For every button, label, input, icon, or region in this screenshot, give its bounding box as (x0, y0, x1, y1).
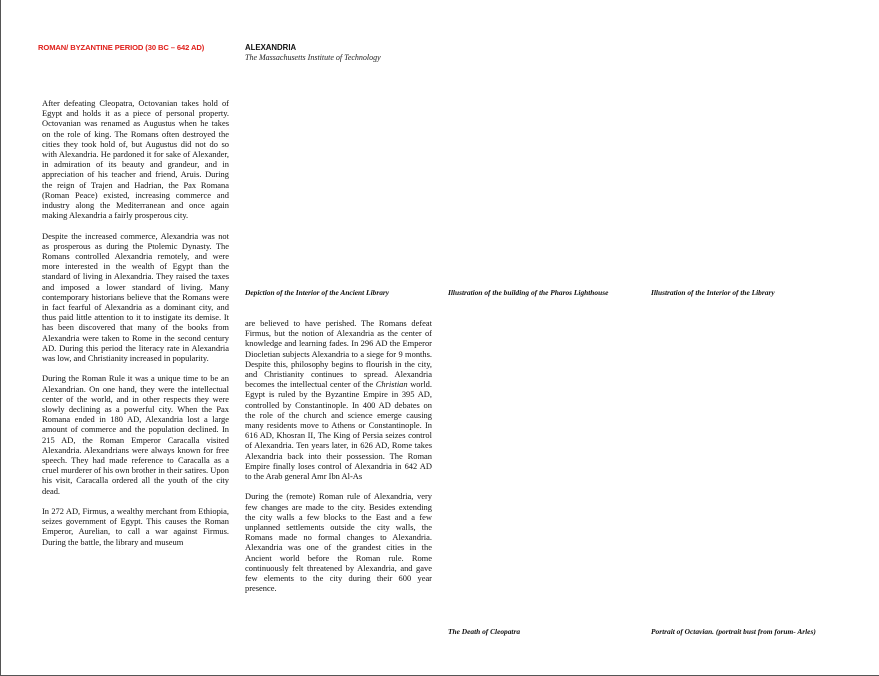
page-subtitle: The Massachusetts Institute of Technology (245, 53, 381, 62)
caption-pharos-lighthouse: Illustration of the building of the Pharos Lighthouse (448, 288, 609, 297)
caption-portrait-octavian: Portrait of Octavian. (portrait bust from forum- Arles) (651, 627, 816, 636)
paragraph: During the (remote) Roman rule of Alexandria, very few changes are made to the city. Besides extending the city walls a few blocks to the East and a few unplanned settlements outside the city walls, the Romans made no formal changes to Alexandria. Alexandria was one of the grandest cities in the Ancient world before the Roman rule. Rome continuously felt threatened by Alexandria, and gave few elements to the city during their 600 year presence. (245, 491, 432, 594)
caption-library-illustration: Illustration of the Interior of the Library (651, 288, 775, 297)
paragraph-text: are believed to have perished. The Romans defeat Firmus, but the notion of Alexandria as the center of knowledge and learning fades. In 296 AD the Emperor Diocletian subjects Alexandria to a siege for 9 months. Despite this, philosophy begins to flourish in the city, and Christianity continues to spread. Alexandria becomes the intellectual center of the (245, 318, 432, 390)
text-column-middle (245, 318, 432, 604)
paragraph: In 272 AD, Firmus, a wealthy merchant from Ethiopia, seizes government of Egypt. This causes the Roman Emperor, Aurelian, to call a war against Firmus. During the battle, the library and museum (42, 506, 229, 547)
emphasis-text: Christian (375, 379, 408, 390)
paragraph: During the Roman Rule it was a unique time to be an Alexandrian. On one hand, they were the intellectual center of the world, and in other respects they were slowly declining as a powerful city. When the Pax Romana ended in 180 AD, Alexandria lost a large amount of commerce and the population declined. In 215 AD, the Roman Emperor Caracalla visited Alexandria. Alexandrians were always known for free speech. They had made reference to Caracalla as a cruel murderer of his own brother in their satires. Upon his visit, Caracalla ordered all the youth of the city dead. (42, 373, 229, 496)
paragraph (245, 318, 432, 481)
caption-library-interior: Depiction of the Interior of the Ancient Library (245, 288, 390, 297)
section-label: ROMAN/ BYZANTINE PERIOD (30 BC – 642 AD) (38, 43, 205, 52)
paragraph: After defeating Cleopatra, Octovanian takes hold of Egypt and holds it as a piece of personal property. Octovanian was renamed as Augustus when he takes on the role of king. The Romans often destroyed the cities they took hold of, but Augustus did not do so with Alexandria. He pardoned it for sake of Alexander, in admiration of its beauty and grandeur, and in appreciation of his teacher and friend, Aruis. During the reign of Trajen and Hadrian, the Pax Romana (Roman Peace) existed, increasing commerce and industry along the Mediterranean and once again making Alexandria a fairly prosperous city. (42, 98, 229, 221)
text-column-left (42, 98, 229, 557)
page-title: ALEXANDRIA (245, 43, 297, 52)
paragraph-text: world. Egypt is ruled by the Byzantine Empire in 395 AD, controlled by Constantinople. In 400 AD debates on the role of the church and science emerge causing many residents move to Athens or Constantinople. In 616 AD, Khosran II, The King of Persia seizes control of Alexandria. Ten years later, in 626 AD, Rome takes Alexandria back into their possession. The Roman Empire finally loses control of Alexandria in 642 AD to the Arab general Amr Ibn Al-As (245, 379, 432, 482)
page-left-edge (0, 0, 1, 676)
caption-death-of-cleopatra: The Death of Cleopatra (448, 627, 521, 636)
paragraph: Despite the increased commerce, Alexandria was not as prosperous as during the Ptolemic Dynasty. The Romans controlled Alexandria remotely, and were more interested in the wealth of Egypt than the standard of living in Alexandria. They raised the taxes and imposed a lower standard of living. Many contemporary historians believe that the Romans were in fact fearful of Alexandria as a dominant city, and thus paid little attention to it to instigate its demise. It has been discovered that many of the books from Alexandria were taken to Rome in the second century AD. During this period the literacy rate in Alexandria was low, and Christianity increased in popularity. (42, 230, 229, 364)
